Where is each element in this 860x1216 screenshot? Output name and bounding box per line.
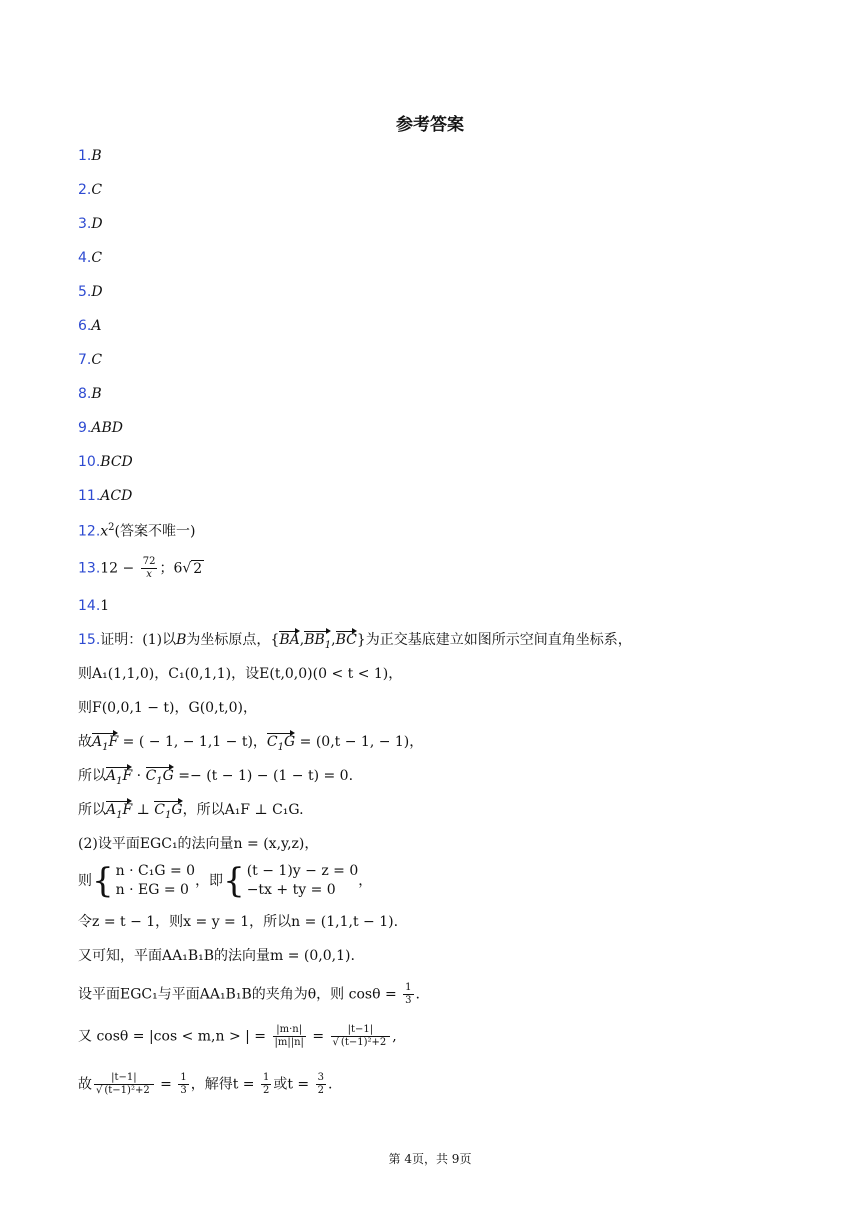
answer-line: 9.ABD bbox=[78, 420, 123, 436]
answer-line: 7.C bbox=[78, 352, 103, 368]
answer-15-line-10: 又可知，平面AA₁B₁B的法向量m = (0,0,1). bbox=[78, 948, 355, 964]
answer-15-line-7: (2)设平面EGC₁的法向量n = (x,y,z)， bbox=[78, 836, 319, 852]
answer-15-line-6: 所以$A_1F$ ⊥ $C_1G$，所以A₁F ⊥ C₁G. bbox=[78, 800, 304, 826]
answer-line: 1.B bbox=[78, 148, 102, 164]
answer-14: 14.1 bbox=[78, 598, 110, 614]
answer-line: 2.C bbox=[78, 182, 103, 198]
answer-line: 3.D bbox=[78, 216, 103, 232]
answer-line: 6.A bbox=[78, 318, 102, 334]
answer-line: 11.ACD bbox=[78, 488, 133, 504]
answer-line: 4.C bbox=[78, 250, 103, 266]
answer-15-line-13: 故 $\frac{|t-1|}{\text{√ (t−1)²+2}}$ = $\frac{1}{3}$ ，解得t = $\frac{1}{2}$ 或t = $\frac{3}{2}$ . bbox=[78, 1072, 333, 1096]
answer-15-line-11: 设平面EGC₁与平面AA₁B₁B的夹角为θ，则 cosθ = $\frac{1}{3}$ . bbox=[78, 982, 420, 1006]
answer-15-line-8: 则 { n · C₁G = 0 n · EG = 0 ，即 { (t − 1)y − z = 0 −tx + ty = 0 ， bbox=[78, 861, 373, 901]
answer-15-line-9: 令z = t − 1，则x = y = 1，所以n = (1,1,t − 1). bbox=[78, 914, 399, 930]
answer-line: 8.B bbox=[78, 386, 102, 402]
answer-15-line-5: 所以$A_1F \cdot C_1G =- (t - 1) - (1 - t) = 0$. bbox=[78, 766, 353, 792]
answer-12: $12.x^2$(答案不唯一) bbox=[78, 522, 196, 540]
page-title: 参考答案 bbox=[396, 115, 464, 135]
answer-15-line-2: 则A₁(1,1,0)，C₁(0,1,1)，设E(t,0,0)(0 < t < 1)， bbox=[78, 666, 403, 682]
answer-line: 10.BCD bbox=[78, 454, 133, 470]
answer-15-line-12: 又 cosθ = |cos < m,n > | = $\frac{|m\cdot n|}{|m||n|}$ = $\frac{|t-1|}{\text{√ (t−1)²+2}}$ , bbox=[78, 1024, 397, 1048]
answer-15-line-4: 故$A_1F$ = ( − 1, − 1,1 − t)，$C_1G = (0,t - 1$, − 1)， bbox=[78, 732, 423, 758]
answer-15-line-3: 则F(0,0,1 − t)，G(0,t,0)， bbox=[78, 700, 257, 716]
answer-13: 13.12 − $\frac{72}{x}$ ；6√ 2 bbox=[78, 556, 203, 580]
answer-15-line-1: 15.证明：(1)以B为坐标原点，$\{BA,BB_1,BC\}$为正交基底建立如图所示空间直角坐标系， bbox=[78, 630, 632, 656]
answer-line: 5.D bbox=[78, 284, 103, 300]
page-footer: 第 4页，共 9页 bbox=[388, 1152, 472, 1166]
